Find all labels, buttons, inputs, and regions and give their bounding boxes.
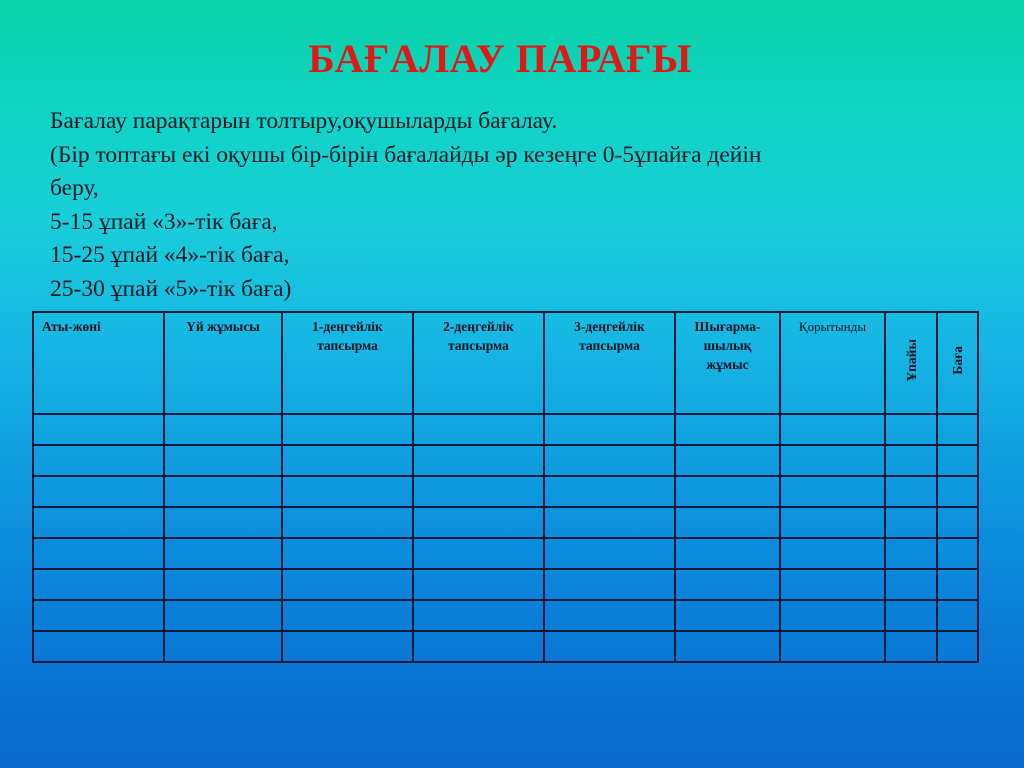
grading-table [32, 311, 979, 663]
table-row [33, 538, 978, 569]
header-label: Баға [950, 346, 965, 375]
cell-points[interactable] [885, 631, 937, 662]
header-points [885, 312, 937, 414]
cell-homework[interactable] [164, 631, 282, 662]
cell-creative[interactable] [675, 445, 780, 476]
header-label: Қорытынды [798, 319, 867, 334]
table-row [33, 569, 978, 600]
cell-name[interactable] [33, 507, 164, 538]
cell-summary[interactable] [780, 507, 885, 538]
cell-level2[interactable] [413, 414, 544, 445]
header-grade [937, 312, 978, 414]
cell-points[interactable] [885, 538, 937, 569]
instructions-text [50, 105, 950, 306]
cell-level3[interactable] [544, 600, 675, 631]
cell-creative[interactable] [675, 538, 780, 569]
table-row [33, 414, 978, 445]
cell-points[interactable] [885, 569, 937, 600]
cell-level3[interactable] [544, 445, 675, 476]
cell-grade[interactable] [937, 538, 978, 569]
table-row [33, 507, 978, 538]
instruction-line: беру, [50, 175, 99, 201]
cell-level2[interactable] [413, 476, 544, 507]
table-row [33, 445, 978, 476]
cell-points[interactable] [885, 476, 937, 507]
cell-homework[interactable] [164, 476, 282, 507]
cell-level2[interactable] [413, 445, 544, 476]
header-label: 3-деңгейлік тапсырма [574, 319, 645, 353]
cell-points[interactable] [885, 600, 937, 631]
cell-summary[interactable] [780, 445, 885, 476]
cell-level3[interactable] [544, 476, 675, 507]
cell-points[interactable] [885, 445, 937, 476]
cell-level2[interactable] [413, 538, 544, 569]
header-level1 [282, 312, 413, 414]
cell-summary[interactable] [780, 538, 885, 569]
cell-creative[interactable] [675, 569, 780, 600]
cell-name[interactable] [33, 445, 164, 476]
header-label: Шығарма-шылық жұмыс [694, 319, 761, 372]
header-creative [675, 312, 780, 414]
cell-name[interactable] [33, 569, 164, 600]
cell-creative[interactable] [675, 507, 780, 538]
cell-name[interactable] [33, 631, 164, 662]
cell-level1[interactable] [282, 445, 413, 476]
cell-grade[interactable] [937, 507, 978, 538]
cell-grade[interactable] [937, 445, 978, 476]
cell-creative[interactable] [675, 631, 780, 662]
header-homework [164, 312, 282, 414]
cell-grade[interactable] [937, 631, 978, 662]
cell-homework[interactable] [164, 600, 282, 631]
header-summary [780, 312, 885, 414]
cell-creative[interactable] [675, 600, 780, 631]
header-name [33, 312, 164, 414]
cell-summary[interactable] [780, 600, 885, 631]
table-row [33, 600, 978, 631]
header-label: Ұпайы [903, 339, 919, 382]
cell-level2[interactable] [413, 569, 544, 600]
header-label: 2-деңгейлік тапсырма [443, 319, 514, 353]
cell-level2[interactable] [413, 600, 544, 631]
cell-homework[interactable] [164, 445, 282, 476]
cell-summary[interactable] [780, 476, 885, 507]
cell-name[interactable] [33, 476, 164, 507]
cell-level1[interactable] [282, 569, 413, 600]
cell-level1[interactable] [282, 507, 413, 538]
cell-points[interactable] [885, 414, 937, 445]
instruction-line: Бағалау парақтарын толтыру,оқушыларды бағалау. [50, 108, 558, 134]
cell-level1[interactable] [282, 414, 413, 445]
table-row [33, 631, 978, 662]
instruction-line: 15-25 ұпай «4»-тік баға, [50, 242, 290, 268]
cell-homework[interactable] [164, 507, 282, 538]
cell-summary[interactable] [780, 631, 885, 662]
cell-level1[interactable] [282, 600, 413, 631]
cell-homework[interactable] [164, 414, 282, 445]
cell-level3[interactable] [544, 507, 675, 538]
cell-level1[interactable] [282, 631, 413, 662]
header-label: Аты-жөні [42, 319, 101, 334]
cell-summary[interactable] [780, 569, 885, 600]
cell-homework[interactable] [164, 569, 282, 600]
cell-level1[interactable] [282, 538, 413, 569]
cell-creative[interactable] [675, 476, 780, 507]
cell-name[interactable] [33, 600, 164, 631]
cell-level2[interactable] [413, 507, 544, 538]
cell-creative[interactable] [675, 414, 780, 445]
instruction-line: 5-15 ұпай «3»-тік баға, [50, 208, 278, 235]
cell-points[interactable] [885, 507, 937, 538]
cell-grade[interactable] [937, 476, 978, 507]
header-level2 [413, 312, 544, 414]
cell-grade[interactable] [937, 600, 978, 631]
instruction-line: 25-30 ұпай «5»-тік баға) [50, 275, 292, 302]
cell-summary[interactable] [780, 414, 885, 445]
cell-name[interactable] [33, 414, 164, 445]
cell-level3[interactable] [544, 569, 675, 600]
table-header-row [33, 312, 978, 414]
cell-level1[interactable] [282, 476, 413, 507]
header-label: 1-деңгейлік тапсырма [312, 319, 383, 353]
cell-homework[interactable] [164, 538, 282, 569]
table-row [33, 476, 978, 507]
slide-title: БАҒАЛАУ ПАРАҒЫ [308, 36, 692, 81]
cell-grade[interactable] [937, 414, 978, 445]
cell-level3[interactable] [544, 538, 675, 569]
cell-level3[interactable] [544, 414, 675, 445]
instruction-line: (Бір топтағы екі оқушы бір-бірін бағалайды әр кезеңге 0-5ұпайға дейін [50, 141, 762, 168]
cell-level3[interactable] [544, 631, 675, 662]
header-level3 [544, 312, 675, 414]
cell-grade[interactable] [937, 569, 978, 600]
header-label: Үй жұмысы [186, 319, 260, 334]
cell-name[interactable] [33, 538, 164, 569]
cell-level2[interactable] [413, 631, 544, 662]
